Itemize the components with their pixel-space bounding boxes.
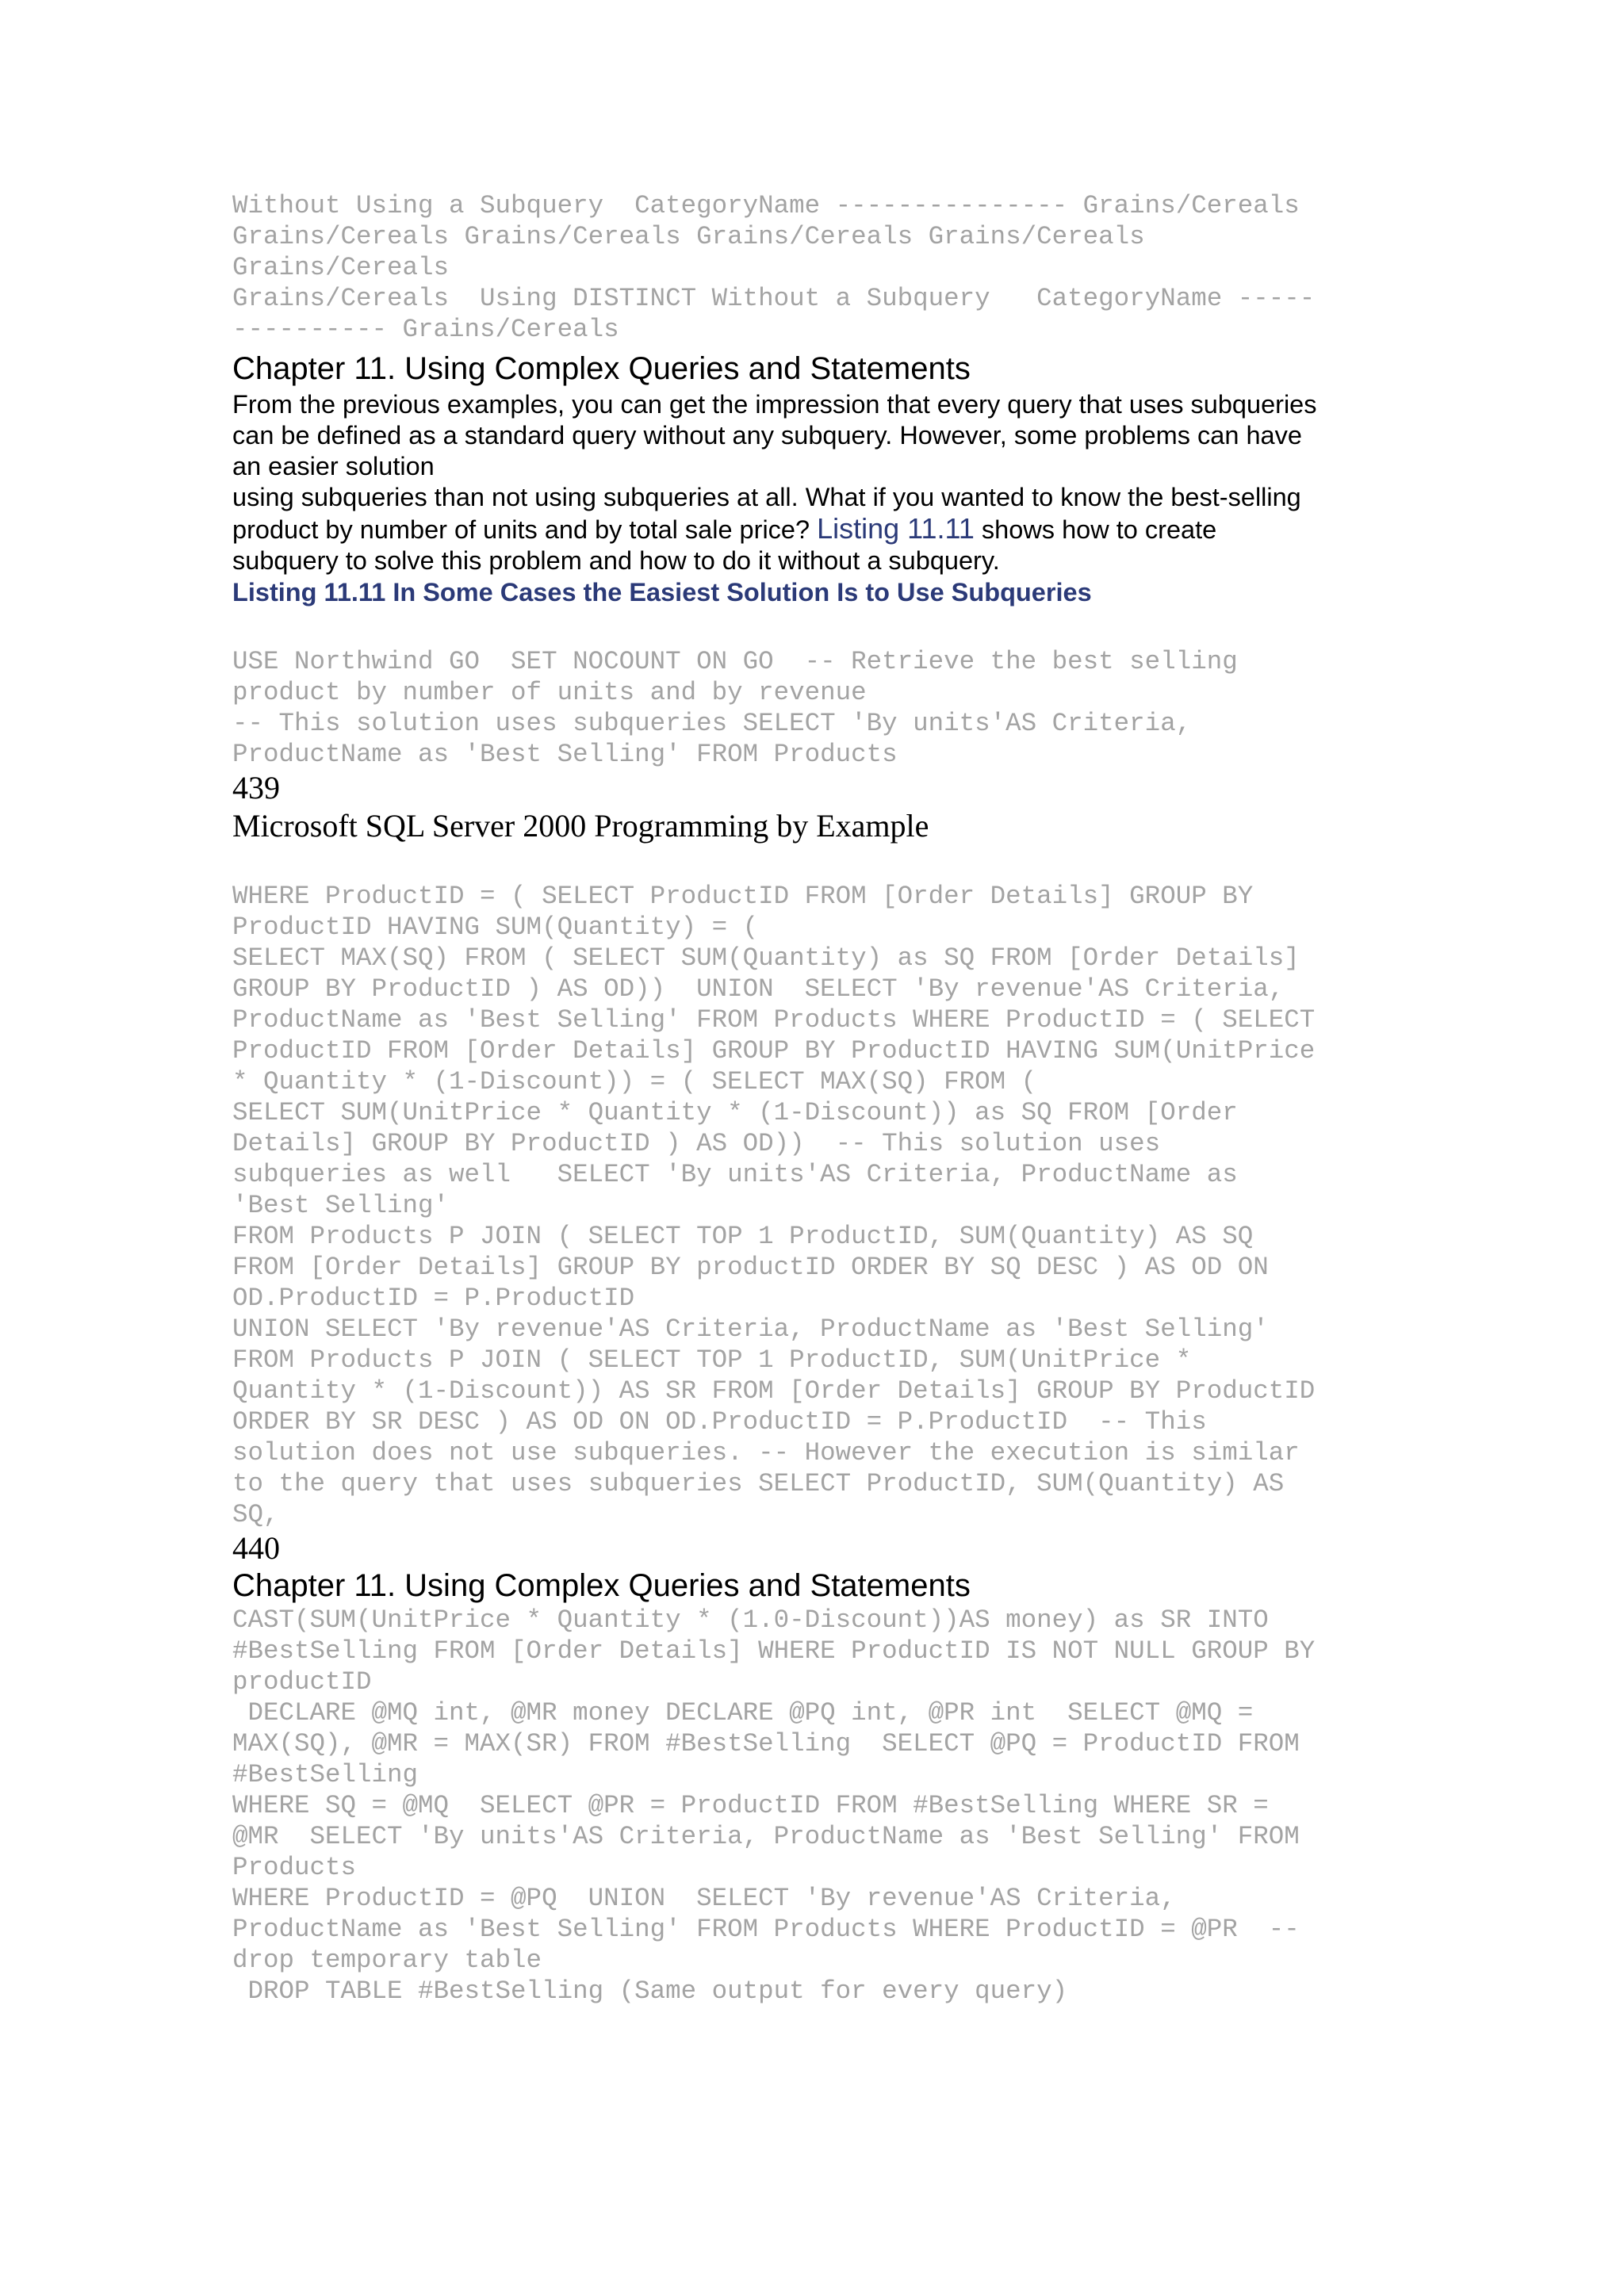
chapter-heading: Chapter 11. Using Complex Queries and Statements	[232, 351, 971, 386]
code-listing-continued: CAST(SUM(UnitPrice * Quantity * (1.0-Discount))AS money) as SR INTO #BestSelling FROM [Order Details] WHERE ProductID IS NOT NULL GROUP BY productID DECLARE @MQ int, @MR money DECLARE @PQ int, @PR int SELECT @MQ = MAX(SQ), @MR = MAX(SR) FROM #BestSelling SELECT @PQ = ProductID FROM #BestSelling WHERE SQ = @MQ SELECT @PR = ProductID FROM #BestSelling WHERE SR = @MR SELECT 'By units'AS Criteria, ProductName as 'Best Selling' FROM Products WHERE ProductID = @PQ UNION SELECT 'By revenue'AS Criteria, ProductName as 'Best Selling' FROM Products WHERE ProductID = @PR -- drop temporary table DROP TABLE #BestSelling (Same output for every query)	[232, 1605, 1316, 2006]
page-number: 440	[232, 1530, 280, 1566]
paragraph-line: using subqueries than not using subqueries at all. What if you wanted to know the best-selling	[232, 483, 1301, 511]
paragraph-text: product by number of units and by total sale price?	[232, 515, 818, 544]
chapter-heading: Chapter 11. Using Complex Queries and Statements	[232, 1568, 971, 1603]
intro-paragraph	[232, 389, 1398, 576]
listing-title: Listing 11.11 In Some Cases the Easiest Solution Is to Use Subqueries	[232, 578, 1092, 607]
paragraph-line: From the previous examples, you can get the impression that every query that uses subqueries	[232, 390, 1317, 419]
paragraph-line: can be defined as a standard query without any subquery. However, some problems can have	[232, 421, 1302, 450]
book-title: Microsoft SQL Server 2000 Programming by Example	[232, 808, 929, 844]
page-number: 439	[232, 770, 280, 806]
document-page	[232, 190, 1398, 2007]
paragraph-line	[232, 513, 1398, 545]
code-listing: USE Northwind GO SET NOCOUNT ON GO -- Retrieve the best selling product by number of units and by revenue -- This solution uses subqueries SELECT 'By units'AS Criteria, ProductName as 'Best Selling' FROM Products	[232, 647, 1238, 769]
paragraph-line: an easier solution	[232, 452, 435, 480]
code-output-block: Without Using a Subquery CategoryName --------------- Grains/Cereals Grains/Cereals Grains/Cereals Grains/Cereals Grains/Cereals Grains/Cereals Grains/Cereals Using DISTINCT Without a Subquery CategoryName ----- ---------- Grains/Cereals	[232, 191, 1316, 344]
listing-link[interactable]: Listing 11.11	[817, 512, 975, 545]
paragraph-text: shows how to create	[974, 515, 1217, 544]
code-listing-continued: WHERE ProductID = ( SELECT ProductID FROM [Order Details] GROUP BY ProductID HAVING SUM(Quantity) = ( SELECT MAX(SQ) FROM ( SELECT SUM(Quantity) as SQ FROM [Order Details] GROUP BY ProductID ) AS OD)) UNION SELECT 'By revenue'AS Criteria, ProductName as 'Best Selling' FROM Products WHERE ProductID = ( SELECT ProductID FROM [Order Details] GROUP BY ProductID HAVING SUM(UnitPrice * Quantity * (1-Discount)) = ( SELECT MAX(SQ) FROM ( SELECT SUM(UnitPrice * Quantity * (1-Discount)) as SQ FROM [Order Details] GROUP BY ProductID ) AS OD)) -- This solution uses subqueries as well SELECT 'By units'AS Criteria, ProductName as 'Best Selling' FROM Products P JOIN ( SELECT TOP 1 ProductID, SUM(Quantity) AS SQ FROM [Order Details] GROUP BY productID ORDER BY SQ DESC ) AS OD ON OD.ProductID = P.ProductID UNION SELECT 'By revenue'AS Criteria, ProductName as 'Best Selling' FROM Products P JOIN ( SELECT TOP 1 ProductID, SUM(UnitPrice * Quantity * (1-Discount)) AS SR FROM [Order Details] GROUP BY ProductID ORDER BY SR DESC ) AS OD ON OD.ProductID = P.ProductID -- This solution does not use subqueries. -- However the execution is similar to the query that uses subqueries SELECT ProductID, SUM(Quantity) AS SQ,	[232, 882, 1316, 1529]
paragraph-line: subquery to solve this problem and how to do it without a subquery.	[232, 546, 1000, 575]
